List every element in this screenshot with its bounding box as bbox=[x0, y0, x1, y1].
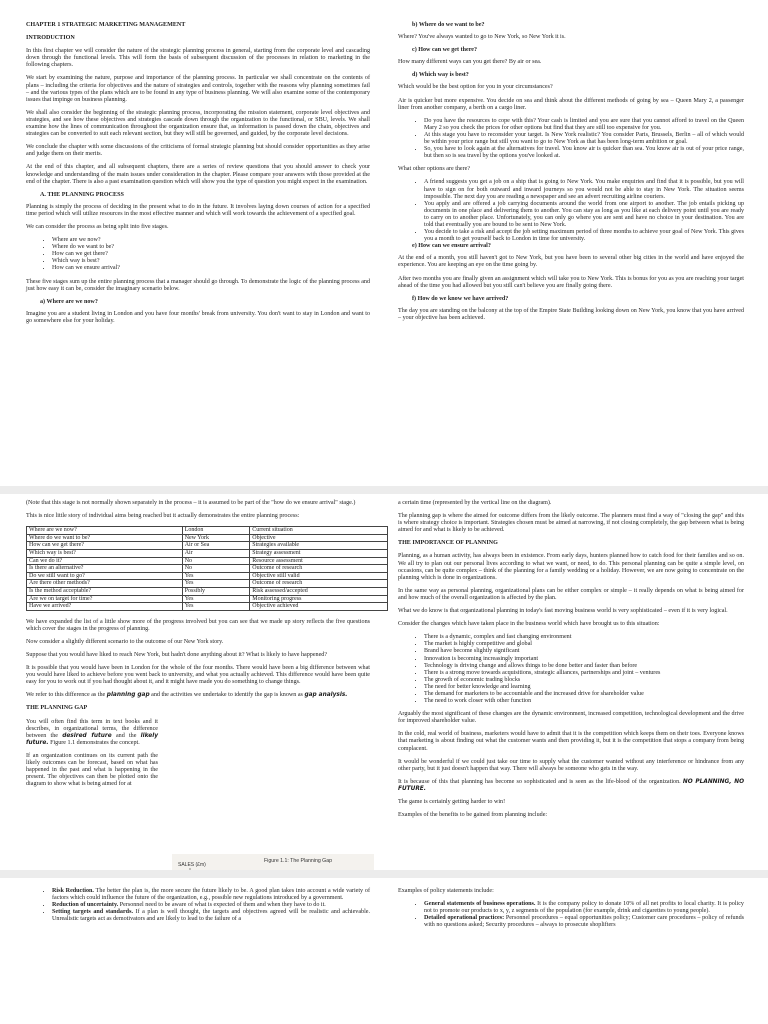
benefits-list bbox=[26, 888, 370, 923]
paragraph: It would be wonderful if we could just take our time to supply what the customer wanted without any interference or hindrance from any other party, but it just doesn't happen that way. There will always be someone who gets in the way. bbox=[398, 758, 744, 772]
page1-right-column bbox=[398, 22, 744, 328]
list-item: • Technology is driving change and allows things to be done better and faster than before bbox=[424, 663, 744, 670]
document-page-3 bbox=[0, 878, 768, 1024]
paragraph: Air is quicker but more expensive. You decide on sea and think about the different methods of going by sea – Queen Mary 2, a passenger liner from another company, a berth on a cargo liner. bbox=[398, 97, 744, 111]
table-row bbox=[27, 557, 388, 565]
table-cell: How can we get there? bbox=[27, 542, 183, 550]
emphasis-gap-analysis: gap analysis. bbox=[304, 692, 348, 699]
table-cell: Where are we now? bbox=[27, 527, 183, 535]
paragraph: We shall also consider the beginning of the strategic planning process, incorporating the mission statement, corporate level objectives and strategies, and see how these objectives and strategies cascade down through the organization to the functional, or SBU, levels. We shall examine how the lines of communication throughout the organization ensure that, as information is passed down the chain, objectives and strategies can be converted to suit each relevant section, but they will still be governed, and guided, by the corporate level decisions. bbox=[26, 109, 370, 138]
paragraph: At the end of this chapter, and all subsequent chapters, there are a series of review questions that you should answer to check your knowledge and understanding of the main issues under consideration in the chapter. Please compare your answers with those provided at the end of the chapter. There is also a past examination question which will show you the type of question you might expect in the examination. bbox=[26, 164, 370, 185]
table-row bbox=[27, 595, 388, 603]
page-separator bbox=[0, 486, 768, 494]
paragraph: Suppose that you would have liked to reach New York, but hadn't done anything about it? What is likely to have happened? bbox=[26, 652, 328, 658]
subheading-b: b) Where do we want to be? bbox=[412, 22, 485, 28]
table-cell: Objective still valid bbox=[250, 572, 388, 580]
subheading-f: f) How do we know we have arrived? bbox=[412, 295, 509, 302]
table-row bbox=[27, 527, 388, 535]
list-item: • You apply and are offered a job carrying documents around the world from one airport to another. The job entails picking up documents in one place and delivering them to another. You can stay as long as you like at each delivery point until you are ready to carry on to another place. Unfortunately, you can only go where you are sent and have no choice in your destination. You are told that eventually you are bound to be sent to New York. bbox=[424, 201, 744, 229]
importance-heading: THE IMPORTANCE OF PLANNING bbox=[398, 540, 498, 547]
table-cell: Outcome of research bbox=[250, 565, 388, 573]
list-item: • Do you have the resources to cope with this? Your cash is limited and you are sure that you cannot afford to travel on the Queen Mary 2 so you check the prices for other options but find that they are still too expensive for you. bbox=[424, 118, 744, 132]
list-item: • Where do we want to be? bbox=[52, 244, 370, 251]
planning-process-heading: A. THE PLANNING PROCESS bbox=[40, 191, 124, 198]
table-cell: Can we do it? bbox=[27, 557, 183, 565]
resources-list bbox=[398, 118, 744, 161]
paragraph: It is possible that you would have been in London for the whole of the four months. There would have been a big difference between what you would have liked to achieve before you went back to university, and what you actually achieved. This difference would have been quite easy for you to work out if you had thought about it, and it might have made you do something to change things. bbox=[26, 665, 370, 686]
document-page-1 bbox=[0, 0, 768, 486]
paragraph: We refer to this difference as the planning gap and the activities we undertake to identify the gap is known as gap analysis. bbox=[26, 692, 348, 699]
paragraph: What other options are there? bbox=[398, 166, 471, 173]
emphasis-no-planning: NO PLANNING, NO FUTURE. bbox=[398, 778, 744, 792]
page3-right-column bbox=[398, 888, 744, 935]
paragraph: Now consider a slightly different scenario to the outcome of our New York story. bbox=[26, 638, 224, 645]
paragraph: The game is certainly getting harder to win! bbox=[398, 799, 506, 805]
paragraph: Examples of policy statements include: bbox=[398, 888, 494, 894]
table-cell: Objective bbox=[250, 534, 388, 542]
paragraph: In the cold, real world of business, marketers would have to admit that it is the competition which keeps them on their toes. Everyone knows that marketing is about finding out what the customer wants and then providing it, but it is the competition that stops a company from being complacent. bbox=[398, 731, 744, 752]
paragraph: It is because of this that planning has become so sophisticated and is seen as the life-blood of the organization. NO PLANNING, NO FUTURE. bbox=[398, 778, 744, 792]
page3-left-column bbox=[26, 888, 370, 929]
list-item: • Reduction of uncertainty. Personnel need to be aware of what is expected of them and when they have to do it. bbox=[52, 902, 370, 909]
subheading-d: d) Which way is best? bbox=[412, 72, 469, 79]
paragraph: These five stages sum up the entire planning process that a manager should go through. To demonstrate the logic of the planning process and just how easy it can be, consider the imaginary scenario below. bbox=[26, 278, 370, 292]
changes-list bbox=[398, 634, 744, 705]
table-cell: Air bbox=[182, 549, 250, 557]
table-cell: Are we on target for time? bbox=[27, 595, 183, 603]
planning-gap-figure bbox=[172, 854, 374, 870]
paragraph: After two months you are finally given an assignment which will take you to New York. This is bonus for you as you are reaching your target ahead of the time you had allowed but you still can't believe you are finally going there. bbox=[398, 275, 744, 289]
list-item: • A friend suggests you get a job on a ship that is going to New York. You make enquiries and find that it is possible, but you will have to sign on for both outward and inward journeys so you would not be able to stay in New York. The situation seems impossible. The next day you are reading a newspaper and see an advert recruiting airline couriers. bbox=[424, 179, 744, 200]
paragraph: In the same way as personal planning, organizational plans can be either complex or simple – it really depends on what is being aimed for and how much of the overall organization is affected by the plan. bbox=[398, 587, 744, 601]
table-row bbox=[27, 572, 388, 580]
table-cell: Is there an alternative? bbox=[27, 565, 183, 573]
table-cell: Resource assessment bbox=[250, 557, 388, 565]
list-item: • The demand for marketers to be accountable and the increased drive for shareholder value bbox=[424, 691, 744, 698]
document-page-2 bbox=[0, 494, 768, 870]
planning-gap-heading: THE PLANNING GAP bbox=[26, 705, 88, 712]
list-item: • How can we ensure arrival? bbox=[52, 265, 370, 272]
table-row bbox=[27, 587, 388, 595]
intro-heading: INTRODUCTION bbox=[26, 35, 75, 42]
paragraph: This is nice little story of individual aims being reached but it actually demonstrates the entire planning process: bbox=[26, 513, 300, 520]
paragraph: Which would be the best option for you in your circumstances? bbox=[398, 84, 553, 91]
paragraph: What we do know is that organizational planning in today's fast moving business world is very sophisticated – even if it is very logical. bbox=[398, 608, 728, 615]
table-row bbox=[27, 603, 388, 611]
table-row bbox=[27, 549, 388, 557]
list-item: • Risk Reduction. The better the plan is, the more secure the future likely to be. A good plan takes into account a wide variety of factors which could influence the future of the organization, e.g., possible new regulations introduced by a government. bbox=[52, 888, 370, 902]
list-item: • At this stage you have to reconsider your target. Is New York realistic? You consider Paris, Brussels, Berlin – all of which would be within your price range but still you want to go to New York as that has been long-term ambition or goal. bbox=[424, 132, 744, 146]
paragraph: Planning, as a human activity, has always been in existence. From early days, hunters planned how to catch food for their families and so on. We all try to plan out our personal lives according to what we want, or need, to do. This personal planning can be quite a simple level, on occasions, can be quite complex – think of the planning for a family wedding or a holiday. However, we are now going to concentrate on the planning which is done in organizations. bbox=[398, 553, 744, 581]
table-cell: Yes bbox=[182, 603, 250, 611]
page2-left-column bbox=[26, 500, 370, 794]
planning-gap-chart bbox=[172, 854, 374, 870]
figure-title: Figure 1.1: The Planning Gap bbox=[264, 858, 332, 864]
page-separator bbox=[0, 870, 768, 878]
paragraph: We start by examining the nature, purpose and importance of the planning process. In particular we shall concentrate on the contents of plans – including the criteria for objectives and the nature of strategies and controls, together with the reasons why planning sometimes fail – and the various types of the plans which are to be found in any type of business planning. We will also examine some of the contemporary issues that impinge on business planning. bbox=[26, 75, 370, 103]
table-cell: Where do we want to be? bbox=[27, 534, 183, 542]
table-cell: Yes bbox=[182, 580, 250, 588]
table-cell: London bbox=[182, 527, 250, 535]
page1-left-column bbox=[26, 22, 370, 331]
paragraph: (Note that this stage is not normally shown separately in the process – it is assumed to be part of the "how do we ensure arrival" stage.) bbox=[26, 500, 356, 506]
table-cell: Monitoring progress bbox=[250, 595, 388, 603]
table-cell: Objective achieved bbox=[250, 603, 388, 611]
emphasis-planning-gap: planning gap bbox=[106, 692, 150, 699]
emphasis-likely-future: likely future. bbox=[26, 732, 158, 746]
table-row bbox=[27, 580, 388, 588]
page2-right-column bbox=[398, 500, 744, 825]
list-item: • The need for better knowledge and learning bbox=[424, 684, 744, 691]
list-item: • The need to work closer with other function bbox=[424, 698, 744, 705]
paragraph: How many different ways can you get there? By air or sea. bbox=[398, 59, 542, 66]
list-item: • Where are we now? bbox=[52, 237, 370, 244]
table-cell: Is the method acceptable? bbox=[27, 587, 183, 595]
list-item: • There is a strong move towards acquisitions, strategic alliances, partnerships and joint – ventures bbox=[424, 670, 744, 677]
table-cell: Possibly bbox=[182, 587, 250, 595]
list-item: • How can we get there? bbox=[52, 251, 370, 258]
subheading-a: a) Where are we now? bbox=[40, 298, 98, 305]
table-cell: Yes bbox=[182, 595, 250, 603]
list-item: • The market is highly competitive and global bbox=[424, 641, 744, 648]
list-item: • Setting targets and standards. If a plan is well thought, the targets and objectives agreed will be realistic and achievable. Unrealistic targets act as demotivators and are likely to lead to the failure of a bbox=[52, 909, 370, 923]
list-item: • There is a dynamic, complex and fast changing environment bbox=[424, 634, 744, 641]
paragraph: a certain time (represented by the vertical line on the diagram). bbox=[398, 500, 552, 506]
paragraph: We have expanded the list of a little show more of the progress involved but you can see that we made up story reflects the five questions which cover the stages in the progress of planning. bbox=[26, 618, 370, 632]
paragraph: In this first chapter we will consider the nature of the strategic planning process in general, starting from the corporate level and cascading down through the functional levels. This will form the basis of subsequent discussion of the processes in relation to marketing in the following chapters. bbox=[26, 48, 370, 69]
list-item: • So, you have to look again at the alternatives for travel. You know air is quicker than sea. You know air is out of your price range, but then so is sea travel by the options you've looked at. bbox=[424, 146, 744, 160]
paragraph: We can consider the process as being split into five stages. bbox=[26, 223, 169, 230]
paragraph: The planning gap is where the aimed for outcome differs from the likely outcome. The planners must find a way of "closing the gap" and this is where strategy choice is important. Strategies chosen must be aimed at narrowing, if not closing completely, the gap between what is being aimed for and what is likely to be achieved. bbox=[398, 513, 744, 534]
list-item: • The growth of economic trading blocks bbox=[424, 677, 744, 684]
table-row bbox=[27, 542, 388, 550]
table-cell: Yes bbox=[182, 572, 250, 580]
table-cell: No bbox=[182, 565, 250, 573]
paragraph: Planning is simply the process of deciding in the present what to do in the future. It involves laying down courses of action for a specified time period which will utilize resources in the most effective manner and which will work towards the achievement of a specified goal. bbox=[26, 203, 370, 217]
table-cell: Outcome of research bbox=[250, 580, 388, 588]
table-row bbox=[27, 534, 388, 542]
subheading-e: e) How can we ensure arrival? bbox=[412, 243, 491, 250]
policies-list bbox=[398, 901, 744, 929]
paragraph: Consider the changes which have taken place in the business world which have brought us to this situation: bbox=[398, 621, 660, 628]
table-cell: Do we still want to go? bbox=[27, 572, 183, 580]
table-cell: Which way is best? bbox=[27, 549, 183, 557]
list-item: • You decide to take a risk and accept the job setting maximum period of three months to achieve your goal of New York. This gives you a month to get yourself back to London in time for university. bbox=[424, 229, 744, 243]
table-cell: New York bbox=[182, 534, 250, 542]
paragraph: If an organization continues on its current path the likely outcomes can be forecast, based on what has happened in the past and what is happening in the present. The objectives can then be plotted onto the diagram to show what is being aimed for at bbox=[26, 752, 158, 788]
table-cell: Current situation bbox=[250, 527, 388, 535]
paragraph: Imagine you are a student living in London and you have four months' break from university. You don't want to stay in London and want to go somewhere else for your holiday. bbox=[26, 310, 370, 324]
paragraph: Arguably the most significant of these changes are the dynamic environment, increased competition, technological development and the drive for improved shareholder value. bbox=[398, 711, 744, 725]
table-cell: Strategies available bbox=[250, 542, 388, 550]
list-item: • Detailed operational practices: Personnel procedures – equal opportunities policy; Customer care procedures – policy of refunds with no questions asked; Security procedures – always to prosecute shoplifters bbox=[424, 915, 744, 929]
paragraph: The day you are standing on the balcony at the top of the Empire State Building looking down on New York, you know that you have arrived – your objective has been achieved. bbox=[398, 307, 744, 321]
paragraph: We conclude the chapter with some discussions of the criticisms of formal strategic planning but should consider opportunities as they arise and judge them on their merits. bbox=[26, 144, 370, 158]
table-cell: Have we arrived? bbox=[27, 603, 183, 611]
paragraph: At the end of a month, you still haven't got to New York, but you have been to several other big cities in the world and have enjoyed the experience. You are keeping an eye on the time going by. bbox=[398, 255, 744, 269]
table-cell: Risk assessed/accepted bbox=[250, 587, 388, 595]
list-item: • General statements of business operations. It is the company policy to donate 10% of all net profits to local charity. It is policy not to promote our products to x, y, z segments of the population (for example, drink and cigarettes to young people). bbox=[424, 901, 744, 915]
emphasis-desired-future: desired future bbox=[62, 732, 112, 739]
planning-table bbox=[26, 526, 388, 611]
table-cell: Are there other methods? bbox=[27, 580, 183, 588]
subheading-c: c) How can we get there? bbox=[412, 47, 478, 54]
list-item: • Brand have become slightly significant bbox=[424, 648, 744, 655]
list-item: • Which way is best? bbox=[52, 258, 370, 265]
table-cell: No bbox=[182, 557, 250, 565]
paragraph: Where? You've always wanted to go to New York, so New York it is. bbox=[398, 34, 566, 41]
paragraph: Examples of the benefits to be gained from planning include: bbox=[398, 812, 548, 819]
stages-list bbox=[26, 237, 370, 272]
y-axis-label: SALES (£m) bbox=[178, 862, 206, 868]
table-row bbox=[27, 565, 388, 573]
table-cell: Strategy assessment bbox=[250, 549, 388, 557]
options-list bbox=[398, 179, 744, 243]
paragraph: You will often find this term in text books and it describes, in organizational terms, the difference between the desired future and the likely future. Figure 1.1 demonstrates the concept. bbox=[26, 718, 158, 746]
list-item: • Innovation is becoming increasingly important bbox=[424, 656, 744, 663]
chapter-title: CHAPTER 1 STRATEGIC MARKETING MANAGEMENT bbox=[26, 22, 186, 28]
table-cell: Air or Sea bbox=[182, 542, 250, 550]
